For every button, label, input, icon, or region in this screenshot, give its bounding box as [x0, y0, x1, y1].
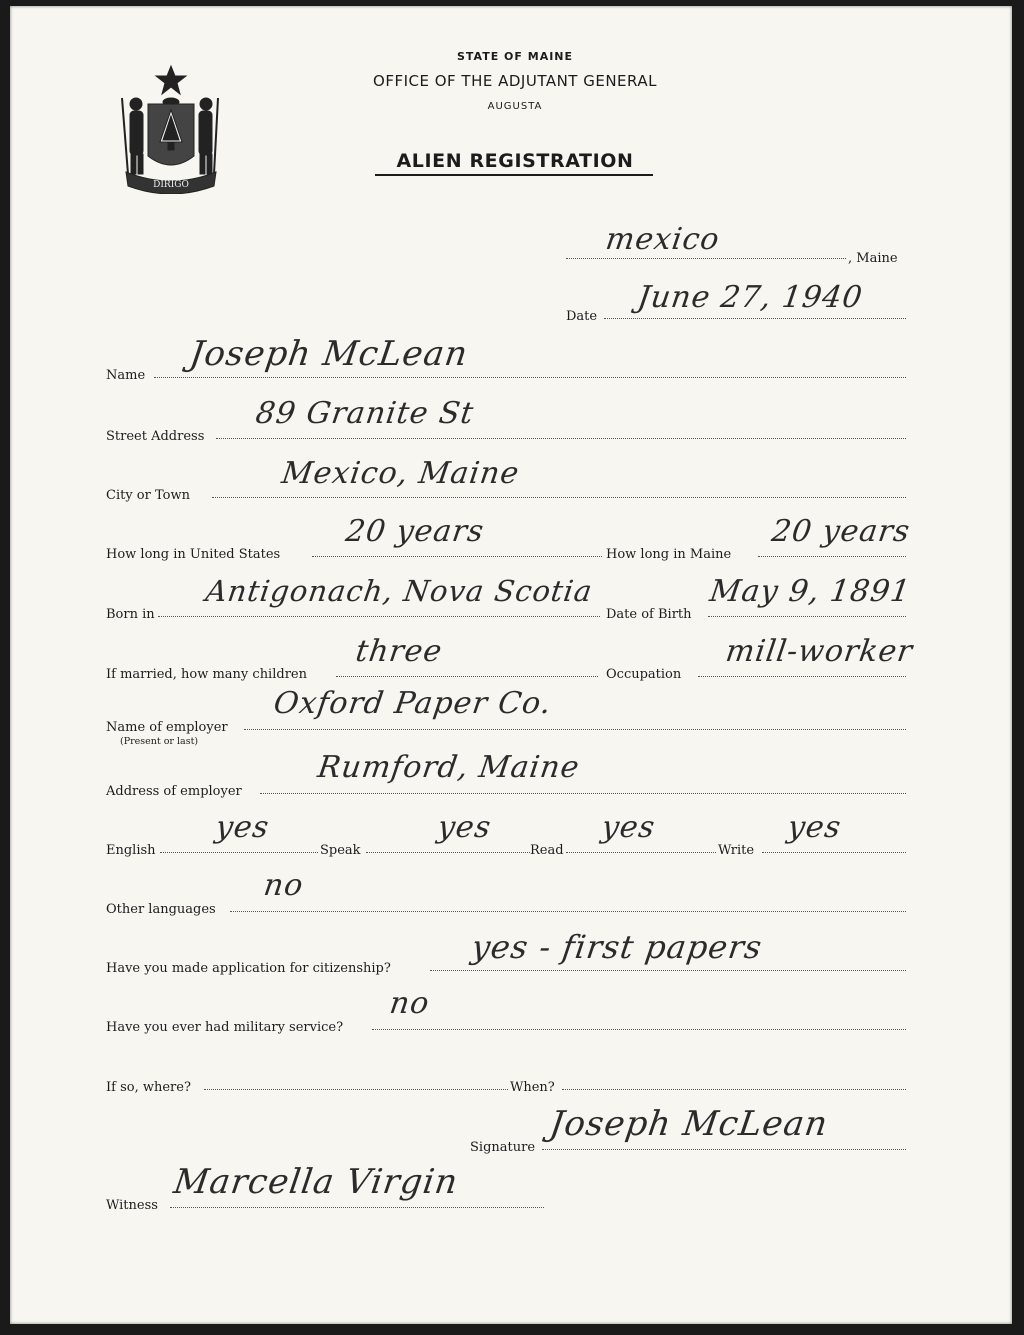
speak-label: Speak	[320, 843, 361, 858]
speak-value: yes	[435, 810, 494, 845]
born-in-label: Born in	[106, 607, 155, 622]
where-label: If so, where?	[106, 1080, 191, 1095]
citizenship-label: Have you made application for citizenship?	[106, 961, 391, 976]
state-of-maine-seal-icon	[118, 64, 224, 194]
date-label: Date	[566, 309, 598, 324]
born-in-value: Antigonach, Nova Scotia	[203, 574, 595, 608]
employer-label: Name of employer	[106, 720, 228, 735]
citizenship-value: yes - first papers	[469, 928, 765, 966]
how-long-us-value: 20 years	[343, 514, 487, 549]
how-long-us-label: How long in United States	[106, 547, 281, 562]
title-underline	[375, 174, 653, 176]
office-heading: OFFICE OF THE ADJUTANT GENERAL	[373, 72, 657, 90]
other-languages-value: no	[261, 868, 306, 903]
occupation-value: mill-worker	[723, 634, 916, 669]
employer-address-value: Rumford, Maine	[315, 750, 582, 785]
children-label: If married, how many children	[106, 667, 307, 682]
employer-note: (Present or last)	[120, 736, 199, 747]
date-value: June 27, 1940	[635, 280, 866, 315]
military-label: Have you ever had military service?	[106, 1020, 344, 1035]
town-value: mexico	[603, 222, 723, 257]
write-value: yes	[785, 810, 844, 845]
street-label: Street Address	[106, 429, 205, 444]
maine-label: , Maine	[848, 251, 898, 266]
date-of-birth-label: Date of Birth	[606, 607, 692, 622]
signature-value: Joseph McLean	[547, 1104, 831, 1144]
registration-form	[10, 6, 1012, 1324]
svg-text:DIRIGO: DIRIGO	[153, 180, 189, 190]
form-title: ALIEN REGISTRATION	[396, 150, 634, 172]
employer-address-label: Address of employer	[106, 784, 242, 799]
how-long-maine-value: 20 years	[769, 514, 913, 549]
name-value: Joseph McLean	[187, 334, 471, 374]
english-label: English	[106, 843, 156, 858]
children-value: three	[353, 634, 445, 669]
read-value: yes	[599, 810, 658, 845]
occupation-label: Occupation	[606, 667, 682, 682]
write-label: Write	[718, 843, 755, 858]
how-long-maine-label: How long in Maine	[606, 547, 732, 562]
employer-value: Oxford Paper Co.	[271, 686, 554, 721]
other-languages-label: Other languages	[106, 902, 216, 917]
street-value: 89 Granite St	[253, 396, 477, 431]
signature-label: Signature	[470, 1140, 536, 1155]
date-of-birth-value: May 9, 1891	[707, 574, 914, 609]
military-value: no	[387, 986, 432, 1021]
english-value: yes	[213, 810, 272, 845]
when-label: When?	[510, 1080, 555, 1095]
witness-label: Witness	[106, 1198, 158, 1213]
witness-value: Marcella Virgin	[171, 1162, 461, 1202]
city-label: City or Town	[106, 488, 190, 503]
city-heading: AUGUSTA	[487, 101, 543, 112]
city-value: Mexico, Maine	[279, 456, 522, 491]
read-label: Read	[530, 843, 564, 858]
name-label: Name	[106, 368, 146, 383]
state-heading: STATE OF MAINE	[456, 50, 574, 63]
